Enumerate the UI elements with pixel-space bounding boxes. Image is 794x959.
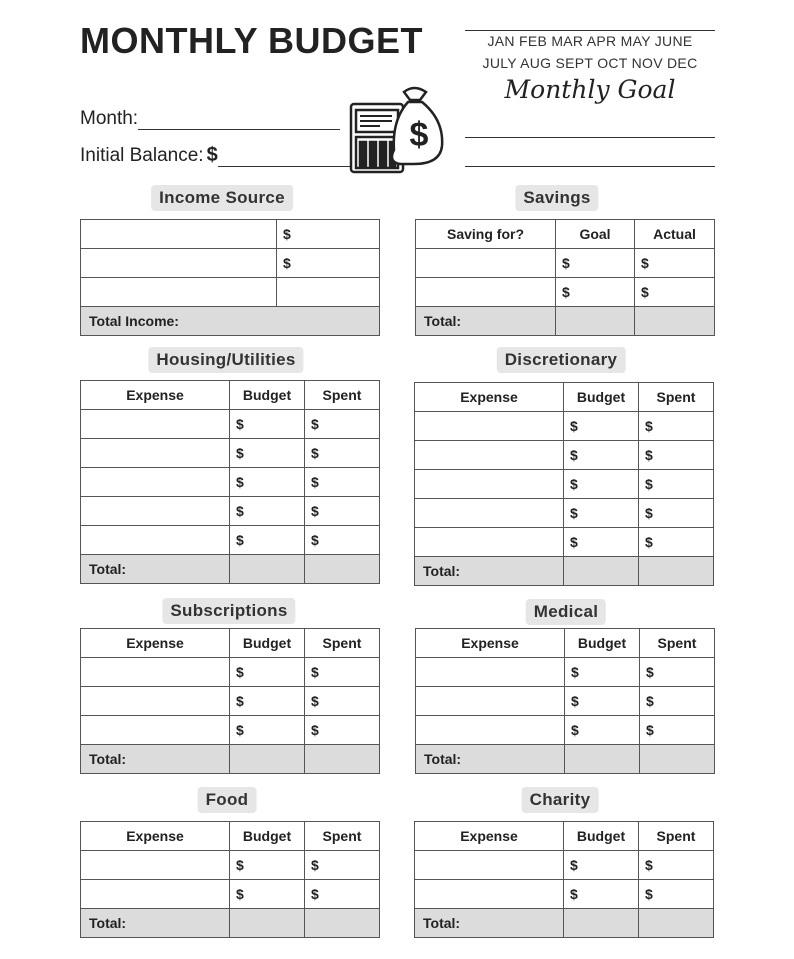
budget-cell[interactable]: $	[230, 880, 305, 909]
table-row	[416, 278, 715, 307]
budget-cell[interactable]: $	[565, 658, 640, 687]
months-row-2: JULY AUG SEPT OCT NOV DEC	[482, 55, 698, 71]
goal-line-1[interactable]	[465, 137, 715, 138]
table-row	[415, 499, 714, 528]
col-header-expense: Expense	[416, 629, 565, 658]
income-section-label: Income Source	[151, 185, 293, 211]
spent-cell[interactable]: $	[640, 658, 715, 687]
svg-text:$: $	[409, 116, 429, 154]
spent-cell[interactable]: $	[640, 687, 715, 716]
total-actual-cell[interactable]	[635, 307, 715, 336]
budget-cell[interactable]: $	[564, 499, 639, 528]
expense-cell[interactable]	[81, 716, 230, 745]
income-amount-cell[interactable]	[277, 278, 380, 307]
spent-cell[interactable]: $	[305, 410, 380, 439]
total-row	[81, 307, 380, 336]
discretionary-table	[414, 382, 714, 586]
table-row	[81, 439, 380, 468]
header-row	[416, 629, 715, 658]
spent-cell[interactable]: $	[640, 716, 715, 745]
table-row	[81, 497, 380, 526]
table-row	[81, 410, 380, 439]
table-row	[415, 441, 714, 470]
budget-cell[interactable]: $	[564, 412, 639, 441]
spent-cell[interactable]: $	[639, 528, 714, 557]
header-row	[415, 383, 714, 412]
col-header-budget: Budget	[565, 629, 640, 658]
currency-symbol: $	[206, 144, 218, 166]
total-label: Total:	[416, 307, 556, 336]
food-table	[80, 821, 380, 938]
expense-cell[interactable]	[81, 658, 230, 687]
actual-cell[interactable]: $	[635, 278, 715, 307]
table-row	[416, 687, 715, 716]
spent-cell[interactable]: $	[305, 880, 380, 909]
header-row	[81, 822, 380, 851]
expense-cell[interactable]	[415, 528, 564, 557]
goal-line-2[interactable]	[465, 166, 715, 167]
month-field[interactable]	[80, 108, 340, 130]
page-title: MONTHLY BUDGET	[80, 20, 424, 61]
total-spent-cell[interactable]	[305, 745, 380, 774]
expense-cell[interactable]	[415, 470, 564, 499]
subscriptions-table	[80, 628, 380, 774]
total-income-label: Total Income:	[81, 307, 380, 336]
table-row	[415, 880, 714, 909]
col-header-spent: Spent	[305, 381, 380, 410]
discretionary-section-label: Discretionary	[497, 347, 626, 373]
total-row	[415, 909, 714, 938]
medical-section-label: Medical	[526, 599, 606, 625]
budget-cell[interactable]: $	[230, 716, 305, 745]
initial-balance-field[interactable]	[80, 144, 362, 167]
total-budget-cell[interactable]	[564, 909, 639, 938]
total-budget-cell[interactable]	[230, 745, 305, 774]
charity-section-label: Charity	[522, 787, 599, 813]
total-label: Total:	[81, 909, 230, 938]
col-header-spent: Spent	[640, 629, 715, 658]
spent-cell[interactable]: $	[305, 687, 380, 716]
table-row	[416, 249, 715, 278]
expense-cell[interactable]	[416, 716, 565, 745]
housing-table	[80, 380, 380, 584]
medical-table	[415, 628, 715, 774]
expense-cell[interactable]	[415, 499, 564, 528]
table-row	[81, 880, 380, 909]
spent-cell[interactable]: $	[305, 716, 380, 745]
col-header-expense: Expense	[415, 822, 564, 851]
spent-cell[interactable]: $	[305, 497, 380, 526]
expense-cell[interactable]	[415, 851, 564, 880]
col-header-expense: Expense	[81, 822, 230, 851]
col-header-budget: Budget	[564, 822, 639, 851]
charity-table	[414, 821, 714, 938]
expense-cell[interactable]	[415, 441, 564, 470]
expense-cell[interactable]	[415, 880, 564, 909]
budget-cell[interactable]: $	[564, 528, 639, 557]
table-row	[415, 851, 714, 880]
table-row	[81, 468, 380, 497]
header-row	[81, 381, 380, 410]
spent-cell[interactable]: $	[305, 439, 380, 468]
col-header-spent: Spent	[639, 383, 714, 412]
col-header-expense: Expense	[415, 383, 564, 412]
month-label: Month:	[80, 108, 139, 129]
col-header-budget: Budget	[230, 629, 305, 658]
budget-cell[interactable]: $	[230, 658, 305, 687]
food-section-label: Food	[198, 787, 257, 813]
budget-cell[interactable]: $	[230, 439, 305, 468]
total-spent-cell[interactable]	[305, 555, 380, 584]
total-label: Total:	[415, 557, 564, 586]
table-row	[81, 716, 380, 745]
subscriptions-section-label: Subscriptions	[162, 598, 295, 624]
table-row	[416, 658, 715, 687]
income-table	[80, 219, 380, 336]
budget-cell[interactable]: $	[230, 497, 305, 526]
saving-for-cell[interactable]	[416, 249, 556, 278]
total-label: Total:	[416, 745, 565, 774]
expense-cell[interactable]	[81, 526, 230, 555]
table-row	[81, 220, 380, 249]
budget-cell[interactable]: $	[230, 410, 305, 439]
total-goal-cell[interactable]	[556, 307, 635, 336]
total-row	[416, 745, 715, 774]
budget-cell[interactable]: $	[565, 716, 640, 745]
expense-cell[interactable]	[81, 880, 230, 909]
expense-cell[interactable]	[415, 412, 564, 441]
col-header-goal: Goal	[556, 220, 635, 249]
month-options	[465, 30, 715, 74]
table-row	[415, 528, 714, 557]
col-header-spent: Spent	[639, 822, 714, 851]
total-budget-cell[interactable]	[230, 909, 305, 938]
expense-cell[interactable]	[81, 497, 230, 526]
total-spent-cell[interactable]	[640, 745, 715, 774]
income-source-cell[interactable]	[81, 220, 277, 249]
spent-cell[interactable]: $	[639, 880, 714, 909]
table-row	[416, 716, 715, 745]
table-row	[81, 851, 380, 880]
col-header-spent: Spent	[305, 822, 380, 851]
spent-cell[interactable]: $	[639, 851, 714, 880]
spent-cell[interactable]: $	[639, 441, 714, 470]
budget-cell[interactable]: $	[230, 851, 305, 880]
total-budget-cell[interactable]	[230, 555, 305, 584]
expense-cell[interactable]	[81, 439, 230, 468]
total-label: Total:	[81, 555, 230, 584]
table-row	[81, 526, 380, 555]
total-spent-cell[interactable]	[639, 909, 714, 938]
spent-cell[interactable]: $	[305, 658, 380, 687]
spent-cell[interactable]: $	[305, 526, 380, 555]
total-row	[81, 909, 380, 938]
actual-cell[interactable]: $	[635, 249, 715, 278]
col-header-expense: Expense	[81, 629, 230, 658]
savings-table	[415, 219, 715, 336]
col-header-budget: Budget	[564, 383, 639, 412]
header-row	[81, 629, 380, 658]
col-header-budget: Budget	[230, 381, 305, 410]
budget-cell[interactable]: $	[565, 687, 640, 716]
total-spent-cell[interactable]	[639, 557, 714, 586]
month-input-line[interactable]	[138, 109, 340, 130]
budget-cell[interactable]: $	[230, 526, 305, 555]
total-spent-cell[interactable]	[305, 909, 380, 938]
budget-cell[interactable]: $	[564, 441, 639, 470]
income-amount-cell[interactable]: $	[277, 220, 380, 249]
savings-section-label: Savings	[515, 185, 598, 211]
spent-cell[interactable]: $	[639, 499, 714, 528]
budget-cell[interactable]: $	[564, 470, 639, 499]
total-label: Total:	[415, 909, 564, 938]
spent-cell[interactable]: $	[639, 470, 714, 499]
income-source-cell[interactable]	[81, 278, 277, 307]
table-row	[81, 278, 380, 307]
budget-cell[interactable]: $	[564, 851, 639, 880]
budget-cell[interactable]: $	[230, 468, 305, 497]
header-row	[415, 822, 714, 851]
housing-section-label: Housing/Utilities	[148, 347, 303, 373]
initial-balance-label: Initial Balance:	[80, 145, 204, 166]
expense-cell[interactable]	[416, 658, 565, 687]
col-header-expense: Expense	[81, 381, 230, 410]
income-source-cell[interactable]	[81, 249, 277, 278]
budget-illustration	[348, 80, 448, 176]
budget-cell[interactable]: $	[564, 880, 639, 909]
table-row	[415, 470, 714, 499]
months-row-1: JAN FEB MAR APR MAY JUNE	[487, 33, 693, 49]
total-row	[415, 557, 714, 586]
expense-cell[interactable]	[416, 687, 565, 716]
total-row	[81, 555, 380, 584]
goal-cell[interactable]: $	[556, 249, 635, 278]
spent-cell[interactable]: $	[305, 468, 380, 497]
expense-cell[interactable]	[81, 410, 230, 439]
total-label: Total:	[81, 745, 230, 774]
goal-cell[interactable]: $	[556, 278, 635, 307]
total-budget-cell[interactable]	[564, 557, 639, 586]
total-row	[416, 307, 715, 336]
table-row	[81, 249, 380, 278]
saving-for-cell[interactable]	[416, 278, 556, 307]
col-header-saving-for: Saving for?	[416, 220, 556, 249]
table-row	[81, 658, 380, 687]
spent-cell[interactable]: $	[305, 851, 380, 880]
expense-cell[interactable]	[81, 851, 230, 880]
table-row	[81, 687, 380, 716]
col-header-actual: Actual	[635, 220, 715, 249]
col-header-budget: Budget	[230, 822, 305, 851]
total-row	[81, 745, 380, 774]
monthly-goal-title: Monthly Goal	[504, 75, 676, 104]
budget-cell[interactable]: $	[230, 687, 305, 716]
header-row	[416, 220, 715, 249]
initial-balance-input-line[interactable]	[218, 146, 362, 167]
money-bag-icon	[392, 88, 442, 164]
expense-cell[interactable]	[81, 468, 230, 497]
table-row	[415, 412, 714, 441]
spent-cell[interactable]: $	[639, 412, 714, 441]
total-budget-cell[interactable]	[565, 745, 640, 774]
expense-cell[interactable]	[81, 687, 230, 716]
col-header-spent: Spent	[305, 629, 380, 658]
income-amount-cell[interactable]: $	[277, 249, 380, 278]
